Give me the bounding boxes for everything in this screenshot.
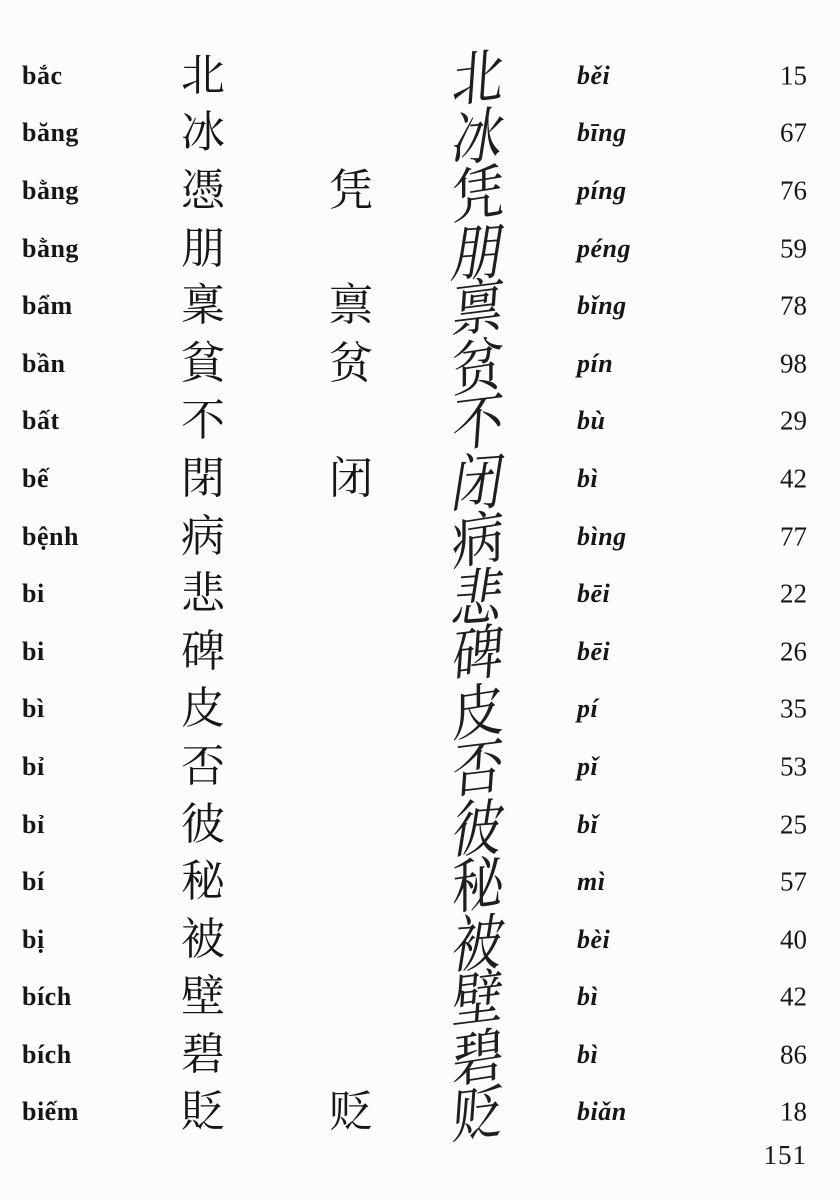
- pinyin-reading: bēi: [577, 636, 611, 666]
- table-row: [0, 908, 840, 982]
- table-row: [0, 793, 840, 867]
- pinyin-reading: pín: [577, 348, 614, 378]
- table-row: [0, 448, 840, 521]
- vietnamese-reading: bi: [22, 579, 45, 609]
- simplified-character: 贬: [329, 1087, 373, 1137]
- cursive-handwritten-character: 冰: [447, 102, 509, 176]
- table-row: [0, 102, 840, 176]
- traditional-character: 貶: [181, 1087, 225, 1137]
- pinyin-reading: bēi: [577, 579, 611, 609]
- table-row: [0, 331, 840, 406]
- traditional-character: 壁: [181, 972, 225, 1022]
- cursive-handwritten-character: 病: [451, 504, 505, 578]
- vietnamese-reading: bế: [22, 463, 49, 493]
- entry-table: [0, 42, 840, 1153]
- cursive-handwritten-character: 禀: [450, 272, 506, 347]
- page-reference-number: 67: [780, 117, 807, 148]
- table-row: [0, 677, 840, 751]
- pinyin-reading: bì: [577, 463, 599, 493]
- traditional-character: 不: [181, 396, 225, 446]
- page-reference-number: 35: [780, 693, 807, 724]
- vietnamese-reading: bích: [22, 982, 72, 1012]
- simplified-character: 凭: [329, 165, 373, 215]
- cursive-handwritten-character: 碧: [451, 1022, 505, 1097]
- vietnamese-reading: bệnh: [22, 521, 79, 551]
- vietnamese-reading: bỉ: [22, 809, 45, 839]
- page-reference-number: 76: [780, 175, 807, 206]
- cursive-handwritten-character: 闭: [447, 448, 509, 521]
- vietnamese-reading: bỉ: [22, 751, 45, 781]
- page-reference-number: 78: [780, 290, 807, 321]
- pinyin-reading: biǎn: [577, 1097, 627, 1127]
- table-row: [0, 1079, 840, 1153]
- vietnamese-reading: bị: [22, 924, 45, 954]
- cursive-handwritten-character: 不: [450, 388, 506, 462]
- vietnamese-reading: bẩm: [22, 291, 73, 321]
- table-row: [0, 563, 840, 637]
- page-reference-number: 29: [780, 405, 807, 436]
- pinyin-reading: bì: [577, 982, 599, 1012]
- page-reference-number: 77: [780, 521, 807, 552]
- pinyin-reading: bù: [577, 406, 606, 436]
- table-row: [0, 618, 840, 692]
- vietnamese-reading: bất: [22, 406, 60, 436]
- pinyin-reading: bìng: [577, 521, 627, 551]
- vietnamese-reading: bằng: [22, 175, 79, 205]
- vietnamese-reading: bần: [22, 348, 66, 378]
- pinyin-reading: bǐ: [577, 809, 599, 839]
- vietnamese-reading: biếm: [22, 1097, 79, 1127]
- traditional-character: 朋: [181, 223, 225, 273]
- page-reference-number: 18: [780, 1096, 807, 1127]
- page-reference-number: 86: [780, 1039, 807, 1070]
- traditional-character: 碑: [181, 626, 225, 676]
- table-row: [0, 849, 840, 924]
- vietnamese-reading: bí: [22, 867, 45, 897]
- vietnamese-reading: băng: [22, 118, 79, 148]
- simplified-character: 贫: [329, 338, 373, 388]
- cursive-handwritten-character: 悲: [447, 563, 509, 637]
- table-row: [0, 158, 840, 233]
- table-row: [0, 388, 840, 462]
- vietnamese-reading: bi: [22, 636, 45, 666]
- pinyin-reading: pǐ: [577, 751, 599, 781]
- cursive-handwritten-character: 皮: [451, 677, 505, 751]
- traditional-character: 閉: [181, 453, 225, 503]
- vietnamese-reading: bằng: [22, 233, 79, 263]
- pinyin-reading: bīng: [577, 118, 627, 148]
- traditional-character: 貧: [181, 338, 225, 388]
- simplified-character: 禀: [329, 281, 373, 331]
- traditional-character: 病: [181, 511, 225, 561]
- traditional-character: 冰: [181, 108, 225, 158]
- page-reference-number: 57: [780, 866, 807, 897]
- pinyin-reading: píng: [577, 175, 627, 205]
- pinyin-reading: bǐng: [577, 291, 627, 321]
- pinyin-reading: bèi: [577, 924, 611, 954]
- traditional-character: 皮: [181, 684, 225, 734]
- page-reference-number: 98: [780, 348, 807, 379]
- cursive-handwritten-character: 彼: [447, 793, 509, 867]
- table-row: [0, 733, 840, 807]
- traditional-character: 北: [181, 50, 225, 100]
- cursive-handwritten-character: 朋: [447, 217, 509, 291]
- table-row: [0, 272, 840, 347]
- vietnamese-reading: bắc: [22, 60, 63, 90]
- vietnamese-reading: bích: [22, 1039, 72, 1069]
- page-reference-number: 42: [780, 463, 807, 494]
- traditional-character: 悲: [181, 569, 225, 619]
- traditional-character: 否: [181, 741, 225, 791]
- table-row: [0, 42, 840, 116]
- traditional-character: 被: [181, 914, 225, 964]
- page-reference-number: 40: [780, 924, 807, 955]
- page-reference-number: 26: [780, 636, 807, 667]
- pinyin-reading: mì: [577, 867, 606, 897]
- vietnamese-reading: bì: [22, 694, 45, 724]
- cursive-handwritten-character: 凭: [451, 158, 505, 233]
- simplified-character: 闭: [329, 453, 373, 503]
- page-reference-number: 59: [780, 233, 807, 264]
- pinyin-reading: pí: [577, 694, 599, 724]
- cursive-handwritten-character: 北: [450, 42, 506, 116]
- pinyin-reading: běi: [577, 60, 611, 90]
- cursive-handwritten-character: 碑: [450, 618, 506, 692]
- page-reference-number: 53: [780, 751, 807, 782]
- pinyin-reading: péng: [577, 233, 631, 263]
- table-row: [0, 217, 840, 291]
- table-row: [0, 1022, 840, 1097]
- table-row: [0, 964, 840, 1038]
- page-reference-number: 42: [780, 981, 807, 1012]
- cursive-handwritten-character: 贬: [450, 1079, 506, 1153]
- table-row: [0, 504, 840, 578]
- traditional-character: 稟: [181, 281, 225, 331]
- traditional-character: 秘: [181, 857, 225, 907]
- cursive-handwritten-character: 秘: [451, 849, 505, 924]
- traditional-character: 憑: [181, 165, 225, 215]
- page-reference-number: 25: [780, 809, 807, 840]
- traditional-character: 碧: [181, 1029, 225, 1079]
- cursive-handwritten-character: 否: [450, 733, 506, 807]
- page-number: 151: [763, 1140, 807, 1170]
- page-reference-number: 22: [780, 578, 807, 609]
- page-reference-number: 15: [780, 60, 807, 91]
- cursive-handwritten-character: 壁: [450, 964, 506, 1038]
- traditional-character: 彼: [181, 799, 225, 849]
- pinyin-reading: bì: [577, 1039, 599, 1069]
- cursive-handwritten-character: 贫: [451, 331, 505, 406]
- cursive-handwritten-character: 被: [447, 908, 509, 982]
